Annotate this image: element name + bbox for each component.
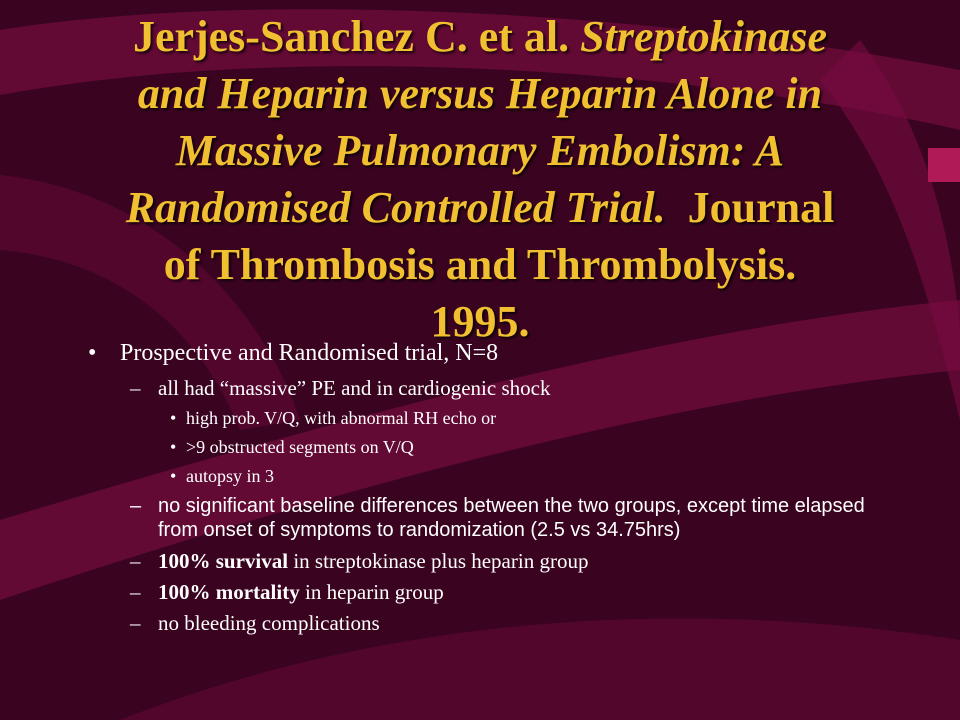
- sub-bullet-text: all had “massive” PE and in cardiogenic shock: [158, 376, 551, 400]
- bullet-marker: •: [170, 408, 177, 428]
- sub-sub-bullet-text: autopsy in 3: [186, 466, 274, 486]
- title-segment: Jerjes-Sanchez C. et al.: [132, 12, 581, 61]
- sub-sub-bullet-text: >9 obstructed segments on V/Q: [186, 437, 414, 457]
- title-line: [60, 236, 900, 293]
- sub-bullet-text: no significant baseline differences between the two groups, except time elapsed from onset of symptoms to randomization (2.5 vs 34.75hrs): [158, 495, 865, 541]
- title-segment: 1995.: [430, 297, 530, 346]
- sub-sub-bullet-text: high prob. V/Q, with abnormal RH echo or: [186, 408, 497, 428]
- sub-sub-bullet: [88, 436, 888, 458]
- dash-marker: –: [130, 376, 141, 400]
- sub-sub-bullet: [88, 407, 888, 429]
- title-italic-segment: Massive Pulmonary Embolism: A: [175, 126, 785, 175]
- sub-bullet-mortality: [88, 580, 888, 604]
- bullet-marker: •: [88, 340, 97, 366]
- bullet-marker: •: [170, 466, 177, 486]
- bullet-marker: •: [170, 437, 177, 457]
- slide-body: [88, 337, 888, 635]
- title-line: [60, 122, 900, 179]
- sub-bullet-baseline: [88, 494, 888, 542]
- dash-marker: –: [130, 495, 142, 517]
- title-segment: Journal: [665, 183, 835, 232]
- decorative-tab: [928, 148, 960, 182]
- dash-marker: –: [130, 580, 141, 604]
- survival-rest: in streptokinase plus heparin group: [288, 549, 589, 573]
- dash-marker: –: [130, 549, 141, 573]
- title-italic-segment: Randomised Controlled Trial.: [125, 183, 666, 232]
- sub-bullet-text: no bleeding complications: [158, 611, 380, 635]
- sub-bullet-massive-pe: [88, 376, 888, 400]
- title-segment: of Thrombosis and Thrombolysis.: [163, 240, 797, 289]
- title-line: [60, 8, 900, 65]
- title-line: [60, 65, 900, 122]
- main-bullet: [88, 337, 888, 369]
- survival-highlight: 100% survival: [158, 549, 289, 573]
- mortality-rest: in heparin group: [299, 580, 444, 604]
- slide-title: [60, 8, 900, 350]
- dash-marker: –: [130, 611, 141, 635]
- sub-sub-bullet: [88, 465, 888, 487]
- title-italic-segment: Streptokinase: [580, 12, 828, 61]
- title-italic-segment: and Heparin versus Heparin Alone in: [137, 69, 823, 118]
- sub-bullet-survival: [88, 549, 888, 573]
- sub-bullet-bleeding: [88, 611, 888, 635]
- main-bullet-text: Prospective and Randomised trial, N=8: [120, 340, 499, 366]
- title-line: [60, 179, 900, 236]
- mortality-highlight: 100% mortality: [158, 580, 300, 604]
